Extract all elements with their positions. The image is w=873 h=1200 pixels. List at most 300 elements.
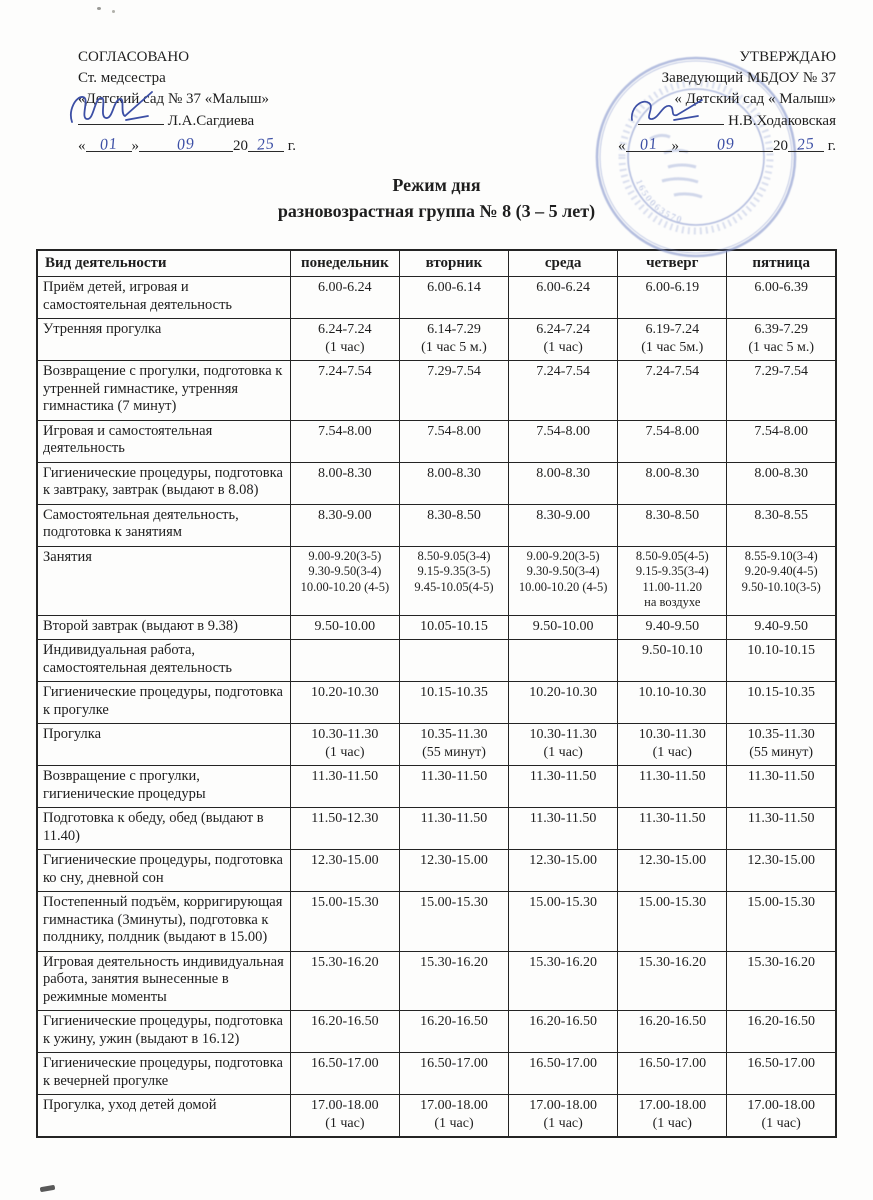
title-line-2: разновозрастная группа № 8 (3 – 5 лет) <box>277 201 596 221</box>
time-cell <box>399 1095 508 1138</box>
activity-cell: Утренняя прогулка <box>37 319 290 361</box>
time-cell <box>509 1095 618 1138</box>
time-line: 8.00-8.30 <box>536 465 590 481</box>
activity-cell: Возвращение с прогулки, подготовка к утренней гимнастике, утренняя гимнастика (7 минут) <box>37 361 290 421</box>
time-cell <box>509 462 618 504</box>
time-line: 9.50-10.10(3-5) <box>741 579 821 594</box>
time-cell <box>399 1053 508 1095</box>
time-cell <box>290 1053 399 1095</box>
time-line: 9.45-10.05(4-5) <box>414 579 494 594</box>
time-line: 7.54-8.00 <box>645 423 700 439</box>
header-tuesday: вторник <box>399 250 508 277</box>
time-cell <box>399 892 508 952</box>
time-line: 16.20-16.50 <box>638 1014 707 1029</box>
table-row <box>37 546 836 615</box>
time-line: 16.20-16.50 <box>529 1014 597 1029</box>
time-cell <box>399 361 508 421</box>
table-row <box>37 1011 836 1053</box>
table-row <box>37 682 836 724</box>
time-cell <box>618 420 727 462</box>
time-line: 11.30-11.50 <box>747 769 815 784</box>
time-line: 11.30-11.50 <box>311 769 379 784</box>
time-cell <box>509 682 618 724</box>
table-row <box>37 615 836 640</box>
time-line: (1 час) <box>325 339 365 355</box>
table-row <box>37 724 836 766</box>
time-line: (1 час 5 м.) <box>421 339 487 355</box>
time-cell <box>509 766 618 808</box>
time-cell <box>509 615 618 640</box>
time-line: 8.30-8.55 <box>754 507 808 523</box>
time-cell <box>727 615 836 640</box>
time-cell <box>618 892 727 952</box>
time-line: 7.54-8.00 <box>754 423 808 439</box>
time-line: 8.00-8.30 <box>754 465 808 481</box>
scan-artifact <box>40 1185 56 1193</box>
table-row <box>37 462 836 504</box>
time-cell <box>290 766 399 808</box>
time-cell <box>727 361 836 421</box>
date-day: 01 <box>638 135 659 154</box>
time-cell <box>727 951 836 1011</box>
stamp-number: 1650063570 <box>634 177 685 226</box>
activity-cell: Прогулка, уход детей домой <box>37 1095 290 1138</box>
time-cell <box>290 808 399 850</box>
time-cell <box>727 546 836 615</box>
time-line: (1 час) <box>543 1115 583 1131</box>
time-cell <box>290 504 399 546</box>
header-monday: понедельник <box>290 250 399 277</box>
time-line: 17.00-18.00 <box>529 1098 597 1113</box>
table-row <box>37 1053 836 1095</box>
time-cell <box>290 640 399 682</box>
date-suffix: г. <box>827 138 836 154</box>
time-line: 10.20-10.30 <box>311 685 379 700</box>
scan-artifact <box>112 10 115 13</box>
time-line: 9.30-9.50(3-4) <box>526 564 600 578</box>
time-line: 8.30-8.50 <box>427 507 481 523</box>
approval-org: «Детский сад № 37 «Малыш» <box>78 91 269 107</box>
activity-cell: Гигиенические процедуры, подготовка к прогулке <box>37 682 290 724</box>
time-cell <box>290 319 399 361</box>
approval-org: « Детский сад « Малыш» <box>674 91 836 107</box>
time-cell <box>618 951 727 1011</box>
date-year: 25 <box>796 135 816 154</box>
time-cell <box>727 850 836 892</box>
time-cell <box>509 546 618 615</box>
time-line: 7.24-7.54 <box>645 364 700 379</box>
time-cell <box>290 546 399 615</box>
activity-cell: Самостоятельная деятельность, подготовка к занятиям <box>37 504 290 546</box>
time-line: 6.00-6.24 <box>536 280 590 295</box>
time-line: 9.50-10.00 <box>314 618 376 634</box>
time-cell <box>399 724 508 766</box>
time-line: 10.35-11.30 <box>420 727 488 742</box>
time-cell <box>618 1095 727 1138</box>
scan-artifact <box>97 7 101 10</box>
activity-cell: Гигиенические процедуры, подготовка к вечерней прогулке <box>37 1053 290 1095</box>
time-cell <box>290 277 399 319</box>
page-title <box>0 172 873 224</box>
time-cell <box>727 319 836 361</box>
time-cell <box>509 850 618 892</box>
time-cell <box>509 808 618 850</box>
date-close-quote: » <box>671 138 680 154</box>
time-line: 11.30-11.50 <box>529 769 597 784</box>
time-line: (1 час) <box>325 1115 365 1131</box>
header-activity: Вид деятельности <box>37 250 290 277</box>
activity-cell: Занятия <box>37 546 290 615</box>
time-cell <box>727 277 836 319</box>
time-line: 10.30-11.30 <box>529 727 597 742</box>
signature-icon <box>624 96 716 128</box>
time-line: 16.20-16.50 <box>311 1014 379 1029</box>
title-line-1: Режим дня <box>392 175 481 195</box>
time-cell <box>618 504 727 546</box>
time-cell <box>399 808 508 850</box>
approval-block-left <box>78 47 296 157</box>
time-line: 12.30-15.00 <box>638 853 707 868</box>
table-row <box>37 361 836 421</box>
time-line: 15.00-15.30 <box>311 895 379 910</box>
time-cell <box>618 319 727 361</box>
time-line: 9.00-9.20(3-5) <box>526 548 600 563</box>
table-row <box>37 951 836 1011</box>
time-line: 7.29-7.54 <box>427 364 481 379</box>
time-cell <box>399 1011 508 1053</box>
activity-cell: Приём детей, игровая и самостоятельная деятельность <box>37 277 290 319</box>
date-line <box>618 135 836 157</box>
time-cell <box>399 951 508 1011</box>
activity-cell: Игровая деятельность индивидуальная работа, занятия вынесенные в режимные моменты <box>37 951 290 1011</box>
time-line: 15.00-15.30 <box>638 895 707 910</box>
time-line: 12.30-15.00 <box>311 853 379 868</box>
time-line: 11.50-12.30 <box>311 811 379 826</box>
table-row <box>37 640 836 682</box>
time-cell <box>618 850 727 892</box>
time-line: на воздухе <box>644 595 701 609</box>
time-line: (1 час) <box>543 744 583 760</box>
time-cell <box>399 615 508 640</box>
time-cell <box>509 951 618 1011</box>
time-line: 17.00-18.00 <box>311 1098 379 1113</box>
approver-name: Л.А.Сагдиева <box>167 113 255 129</box>
table-row <box>37 1095 836 1138</box>
time-line: 9.40-9.50 <box>754 618 808 634</box>
time-line: 11.30-11.50 <box>420 811 488 826</box>
time-cell <box>399 682 508 724</box>
date-year: 25 <box>256 135 276 154</box>
time-cell <box>290 850 399 892</box>
time-cell <box>290 1095 399 1138</box>
time-line: 6.24-7.24 <box>318 322 372 337</box>
time-cell <box>727 504 836 546</box>
time-line: 8.55-9.10(3-4) <box>744 548 818 563</box>
time-line: 8.00-8.30 <box>318 465 372 481</box>
time-cell <box>399 640 508 682</box>
time-cell <box>290 361 399 421</box>
time-cell <box>509 420 618 462</box>
time-line: (1 час) <box>325 744 365 760</box>
time-cell <box>509 640 618 682</box>
time-line: 11.00-11.20 <box>642 579 703 594</box>
time-line: 8.50-9.05(4-5) <box>635 548 709 563</box>
time-line: (1 час) <box>652 744 692 760</box>
time-line: 10.20-10.30 <box>529 685 597 700</box>
table-row <box>37 319 836 361</box>
table-row <box>37 420 836 462</box>
time-cell <box>618 640 727 682</box>
time-line: 9.30-9.50(3-4) <box>308 564 382 578</box>
time-line: 7.54-8.00 <box>427 423 481 439</box>
time-line: 16.50-17.00 <box>638 1056 707 1071</box>
date-close-quote: » <box>131 138 139 154</box>
time-cell <box>509 724 618 766</box>
time-cell <box>618 615 727 640</box>
time-cell <box>290 1011 399 1053</box>
time-line: 15.30-16.20 <box>747 954 815 970</box>
time-line: 16.50-17.00 <box>311 1056 379 1071</box>
time-cell <box>290 462 399 504</box>
time-line: 10.35-11.30 <box>747 727 815 742</box>
time-cell <box>618 277 727 319</box>
time-line: 6.00-6.19 <box>645 280 700 295</box>
time-cell <box>618 766 727 808</box>
time-line: 15.00-15.30 <box>420 895 488 910</box>
time-line: 10.00-10.20 (4-5) <box>518 579 608 594</box>
time-cell <box>509 1011 618 1053</box>
time-cell <box>399 462 508 504</box>
activity-cell: Прогулка <box>37 724 290 766</box>
time-line: 16.50-17.00 <box>420 1056 488 1071</box>
date-month-line <box>679 135 773 152</box>
activity-cell: Возвращение с прогулки, гигиенические процедуры <box>37 766 290 808</box>
time-line: 10.15-10.35 <box>420 685 488 700</box>
time-line: (1 час) <box>543 339 583 355</box>
time-cell <box>290 724 399 766</box>
time-cell <box>618 1011 727 1053</box>
time-line: 10.30-11.30 <box>311 727 379 742</box>
activity-cell: Второй завтрак (выдают в 9.38) <box>37 615 290 640</box>
time-cell <box>290 682 399 724</box>
time-line: (1 час) <box>761 1115 801 1131</box>
date-suffix: г. <box>287 138 296 154</box>
time-cell <box>727 892 836 952</box>
activity-cell: Гигиенические процедуры, подготовка к ужину, ужин (выдают в 16.12) <box>37 1011 290 1053</box>
time-line: 9.15-9.35(3-4) <box>635 564 709 578</box>
time-cell <box>727 766 836 808</box>
time-cell <box>618 361 727 421</box>
time-line: 16.50-17.00 <box>747 1056 815 1071</box>
time-line: 17.00-18.00 <box>747 1098 815 1113</box>
time-line: 11.30-11.50 <box>420 769 488 784</box>
table-row <box>37 504 836 546</box>
time-line: 7.29-7.54 <box>754 364 808 379</box>
time-cell <box>727 1011 836 1053</box>
time-cell <box>399 766 508 808</box>
date-month: 09 <box>176 135 196 154</box>
time-cell <box>727 724 836 766</box>
time-line: 15.30-16.20 <box>420 954 488 970</box>
time-line: 9.00-9.20(3-5) <box>308 548 382 563</box>
date-year-line <box>788 135 824 152</box>
time-line: 11.30-11.50 <box>638 769 706 784</box>
time-line: (1 час) <box>652 1115 692 1131</box>
time-line: 12.30-15.00 <box>420 853 488 868</box>
time-cell <box>399 277 508 319</box>
time-cell <box>399 504 508 546</box>
time-line: 12.30-15.00 <box>747 853 815 868</box>
time-line: 9.40-9.50 <box>645 618 700 634</box>
time-cell <box>509 361 618 421</box>
time-cell <box>509 892 618 952</box>
approval-role: Ст. медсестра <box>78 70 166 86</box>
time-cell <box>399 546 508 615</box>
time-line: 10.10-10.15 <box>747 643 815 658</box>
approval-block-right <box>618 47 836 157</box>
time-line: 10.30-11.30 <box>638 727 706 742</box>
time-cell <box>727 1053 836 1095</box>
time-line: 6.00-6.14 <box>427 280 481 295</box>
time-cell <box>727 682 836 724</box>
time-cell <box>509 319 618 361</box>
activity-cell: Индивидуальная работа, самостоятельная деятельность <box>37 640 290 682</box>
time-cell <box>727 808 836 850</box>
time-line: 10.10-10.30 <box>638 685 707 700</box>
date-year-line <box>248 135 284 152</box>
time-line: 15.30-16.20 <box>638 954 707 970</box>
date-month-line <box>139 135 233 152</box>
approval-status: СОГЛАСОВАНО <box>78 49 190 65</box>
time-line: 15.00-15.30 <box>529 895 597 910</box>
time-line: 6.19-7.24 <box>645 322 700 337</box>
time-line: 6.24-7.24 <box>536 322 590 337</box>
table-row <box>37 892 836 952</box>
header-wednesday: среда <box>509 250 618 277</box>
time-line: 9.50-10.00 <box>532 618 594 634</box>
time-cell <box>509 504 618 546</box>
time-line: 11.30-11.50 <box>747 811 815 826</box>
signature-icon <box>64 90 168 128</box>
time-line: (55 минут) <box>422 744 486 760</box>
time-line: 9.50-10.10 <box>641 643 703 658</box>
date-day-line <box>626 135 672 152</box>
signature-row <box>78 110 296 133</box>
time-cell <box>290 615 399 640</box>
time-cell <box>290 420 399 462</box>
date-open-quote: « <box>78 138 86 154</box>
time-cell <box>727 462 836 504</box>
activity-cell: Постепенный подъём, корригирующая гимнастика (3минуты), подготовка к полднику, полдник (выдают в 15.00) <box>37 892 290 952</box>
schedule-table-body <box>37 277 836 1138</box>
time-cell <box>399 420 508 462</box>
time-cell <box>509 277 618 319</box>
signature-line <box>78 110 164 125</box>
time-cell <box>618 808 727 850</box>
approver-name: Н.В.Ходаковская <box>728 113 836 129</box>
table-row <box>37 277 836 319</box>
time-cell <box>618 682 727 724</box>
time-line: 16.20-16.50 <box>747 1014 815 1029</box>
time-line: 11.30-11.50 <box>638 811 706 826</box>
time-line: 9.15-9.35(3-5) <box>417 564 491 578</box>
time-cell <box>509 1053 618 1095</box>
approval-status: УТВЕРЖДАЮ <box>739 49 836 65</box>
time-cell <box>618 1053 727 1095</box>
activity-cell: Игровая и самостоятельная деятельность <box>37 420 290 462</box>
time-line: 17.00-18.00 <box>638 1098 707 1113</box>
time-line: 8.00-8.30 <box>645 465 700 481</box>
activity-cell: Гигиенические процедуры, подготовка ко сну, дневной сон <box>37 850 290 892</box>
time-cell <box>618 724 727 766</box>
time-cell <box>399 850 508 892</box>
time-line: 9.20-9.40(4-5) <box>744 564 818 578</box>
time-line: 10.15-10.35 <box>747 685 815 700</box>
time-line: (1 час 5 м.) <box>748 339 814 355</box>
time-cell <box>618 462 727 504</box>
schedule-table <box>36 249 837 1138</box>
time-line: 7.24-7.54 <box>318 364 372 379</box>
time-line: 7.54-8.00 <box>536 423 590 439</box>
approval-role: Заведующий МБДОУ № 37 <box>661 70 836 86</box>
header-thursday: четверг <box>618 250 727 277</box>
header-friday: пятница <box>727 250 836 277</box>
time-line: 7.24-7.54 <box>536 364 590 379</box>
time-line: 6.00-6.24 <box>318 280 372 295</box>
time-cell <box>290 951 399 1011</box>
time-cell <box>727 640 836 682</box>
date-open-quote: « <box>618 138 626 154</box>
activity-cell: Подготовка к обеду, обед (выдают в 11.40) <box>37 808 290 850</box>
time-line: (1 час 5м.) <box>641 339 704 355</box>
time-line: 8.30-9.00 <box>536 507 590 523</box>
date-line <box>78 135 296 157</box>
time-line: 6.14-7.29 <box>427 322 481 337</box>
time-line: 11.30-11.50 <box>529 811 597 826</box>
time-line: 17.00-18.00 <box>420 1098 488 1113</box>
time-line: 6.00-6.39 <box>754 280 808 295</box>
time-line: 7.54-8.00 <box>318 423 372 439</box>
time-line: 12.30-15.00 <box>529 853 597 868</box>
time-cell <box>290 892 399 952</box>
time-line: 6.39-7.29 <box>754 322 808 337</box>
time-cell <box>618 546 727 615</box>
time-line: 8.30-9.00 <box>318 507 372 523</box>
signature-row <box>618 110 836 133</box>
time-line: 16.50-17.00 <box>529 1056 597 1071</box>
date-day-line <box>86 135 132 152</box>
activity-cell: Гигиенические процедуры, подготовка к завтраку, завтрак (выдают в 8.08) <box>37 462 290 504</box>
time-line: (1 час) <box>434 1115 474 1131</box>
table-row <box>37 850 836 892</box>
time-line: 10.05-10.15 <box>420 618 488 634</box>
date-month: 09 <box>716 135 736 154</box>
time-cell <box>399 319 508 361</box>
date-century: 20 <box>233 138 248 154</box>
time-line: 15.30-16.20 <box>311 954 379 970</box>
date-day: 01 <box>98 135 119 154</box>
table-row <box>37 766 836 808</box>
date-century: 20 <box>773 138 789 154</box>
time-line: 8.50-9.05(3-4) <box>417 548 491 563</box>
time-line: 8.30-8.50 <box>645 507 700 523</box>
time-line: 15.30-16.20 <box>529 954 597 970</box>
time-line: 8.00-8.30 <box>427 465 481 481</box>
time-line: (55 минут) <box>749 744 814 760</box>
time-line: 16.20-16.50 <box>420 1014 488 1029</box>
time-line: 10.00-10.20 (4-5) <box>300 579 390 594</box>
time-cell <box>727 1095 836 1138</box>
